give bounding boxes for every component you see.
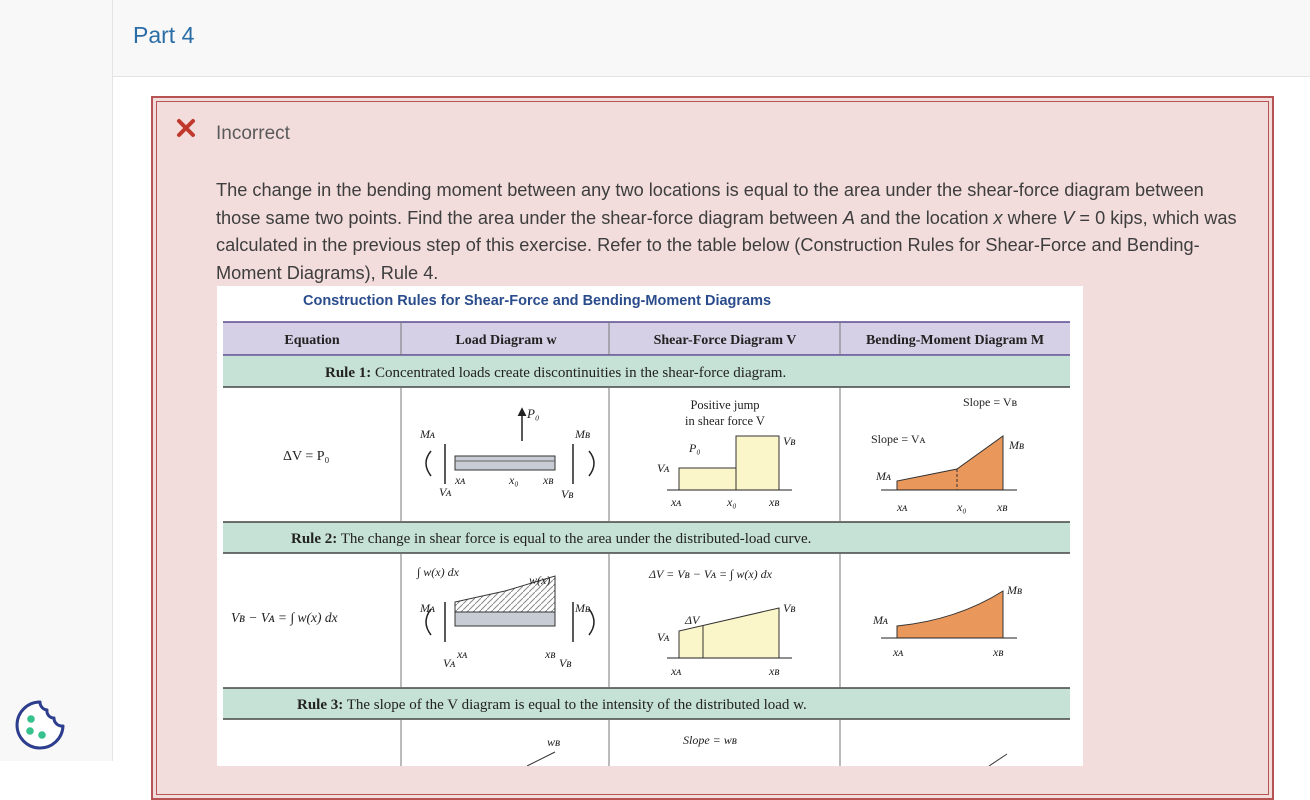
svg-text:xᴀ: xᴀ (455, 473, 466, 487)
svg-text:x₀: x₀ (727, 495, 737, 509)
svg-text:Vᴀ: Vᴀ (657, 461, 670, 475)
svg-text:x₀: x₀ (509, 473, 519, 487)
svg-text:x₀: x₀ (957, 500, 967, 514)
figure-title: Construction Rules for Shear-Force and Bending-Moment Diagrams (303, 293, 772, 309)
svg-text:xᴀ: xᴀ (893, 645, 904, 659)
svg-text:wʙ: wʙ (547, 735, 561, 749)
rule1-row: Rule 1: Concentrated loads create discontinuities in the shear-force diagram. (325, 365, 787, 381)
svg-text:Vᴀ: Vᴀ (439, 485, 452, 499)
load-diagram-rule2 (416, 565, 594, 670)
svg-text:xᴀ: xᴀ (897, 500, 908, 514)
status-label: Incorrect (216, 123, 290, 144)
eq2: Vʙ − Vᴀ = ∫ w(x) dx (231, 610, 338, 625)
left-rail (0, 0, 113, 761)
svg-text:xʙ: xʙ (993, 645, 1004, 659)
svg-text:Mʙ: Mʙ (1007, 583, 1023, 597)
svg-text:xᴀ: xᴀ (671, 495, 682, 509)
svg-text:Vʙ: Vʙ (559, 656, 572, 670)
part-header (113, 0, 1310, 77)
rule2-row: Rule 2: The change in shear force is equal to the area under the distributed-load curve. (291, 531, 812, 547)
header-moment: Bending-Moment Diagram M (865, 333, 1045, 348)
svg-text:Mᴀ: Mᴀ (420, 601, 435, 615)
moment-diagram-rule2 (872, 583, 1022, 659)
svg-text:xʙ: xʙ (769, 664, 780, 678)
svg-text:ΔV = Vʙ − Vᴀ = ∫ w(x) dx: ΔV = Vʙ − Vᴀ = ∫ w(x) dx (649, 567, 772, 581)
svg-text:Positive jump: Positive jump (690, 398, 760, 412)
svg-text:Mʙ: Mʙ (1009, 438, 1025, 452)
shear-diagram-rule2 (648, 567, 796, 678)
svg-text:xʙ: xʙ (769, 495, 780, 509)
part-title[interactable]: Part 4 (133, 22, 195, 48)
svg-text:w(x): w(x) (529, 573, 551, 587)
svg-text:∫ w(x) dx: ∫ w(x) dx (417, 565, 459, 579)
load-diagram-rule1 (419, 406, 594, 501)
header-load: Load Diagram w (455, 333, 557, 348)
svg-text:Slope = wʙ: Slope = wʙ (683, 733, 737, 747)
construction-rules-figure (217, 286, 1083, 766)
svg-text:Mᴀ: Mᴀ (876, 469, 891, 483)
svg-text:Slope = Vʙ: Slope = Vʙ (963, 395, 1018, 409)
svg-text:ΔV: ΔV (685, 613, 700, 627)
rule3-row: Rule 3: The slope of the V diagram is equal to the intensity of the distributed load w. (297, 697, 807, 713)
svg-text:Mᴀ: Mᴀ (420, 427, 435, 441)
svg-text:Mʙ: Mʙ (575, 427, 591, 441)
svg-text:P₀: P₀ (689, 441, 701, 455)
svg-text:xʙ: xʙ (545, 647, 556, 661)
rules-table-svg (217, 286, 1083, 766)
svg-text:Vᴀ: Vᴀ (443, 656, 456, 670)
feedback-message: The change in the bending moment between any two locations is equal to the area under the shear-force diagram between those same two points. Find the area under the shear-force diagram between A and the location x where V = 0 kips, which was calculated in the previous step of this exercise. Refer to the table below (Construction Rules for Shear-Force and Bending-Moment Diagrams), Rule 4. (216, 180, 1237, 283)
svg-text:xᴀ: xᴀ (671, 664, 682, 678)
svg-text:Vʙ: Vʙ (783, 601, 796, 615)
svg-text:Vʙ: Vʙ (783, 434, 796, 448)
svg-text:Vᴀ: Vᴀ (657, 630, 670, 644)
svg-text:xʙ: xʙ (997, 500, 1008, 514)
svg-text:in shear force V: in shear force V (685, 414, 765, 428)
feedback-panel (151, 96, 1274, 800)
incorrect-x-icon (175, 117, 197, 139)
svg-text:P₀: P₀ (527, 406, 540, 421)
svg-text:xʙ: xʙ (543, 473, 554, 487)
moment-diagram-rule1 (871, 395, 1024, 514)
header-shear: Shear-Force Diagram V (653, 333, 797, 348)
svg-text:Slope = Vᴀ: Slope = Vᴀ (871, 432, 926, 446)
svg-text:Mʙ: Mʙ (575, 601, 591, 615)
cookie-settings-icon[interactable] (14, 699, 66, 751)
eq1: ΔV = P₀ (283, 449, 330, 464)
svg-text:Mᴀ: Mᴀ (873, 613, 888, 627)
svg-text:xᴀ: xᴀ (457, 647, 468, 661)
svg-text:Vʙ: Vʙ (561, 487, 574, 501)
shear-diagram-rule1 (657, 398, 796, 509)
header-equation: Equation (284, 333, 340, 348)
